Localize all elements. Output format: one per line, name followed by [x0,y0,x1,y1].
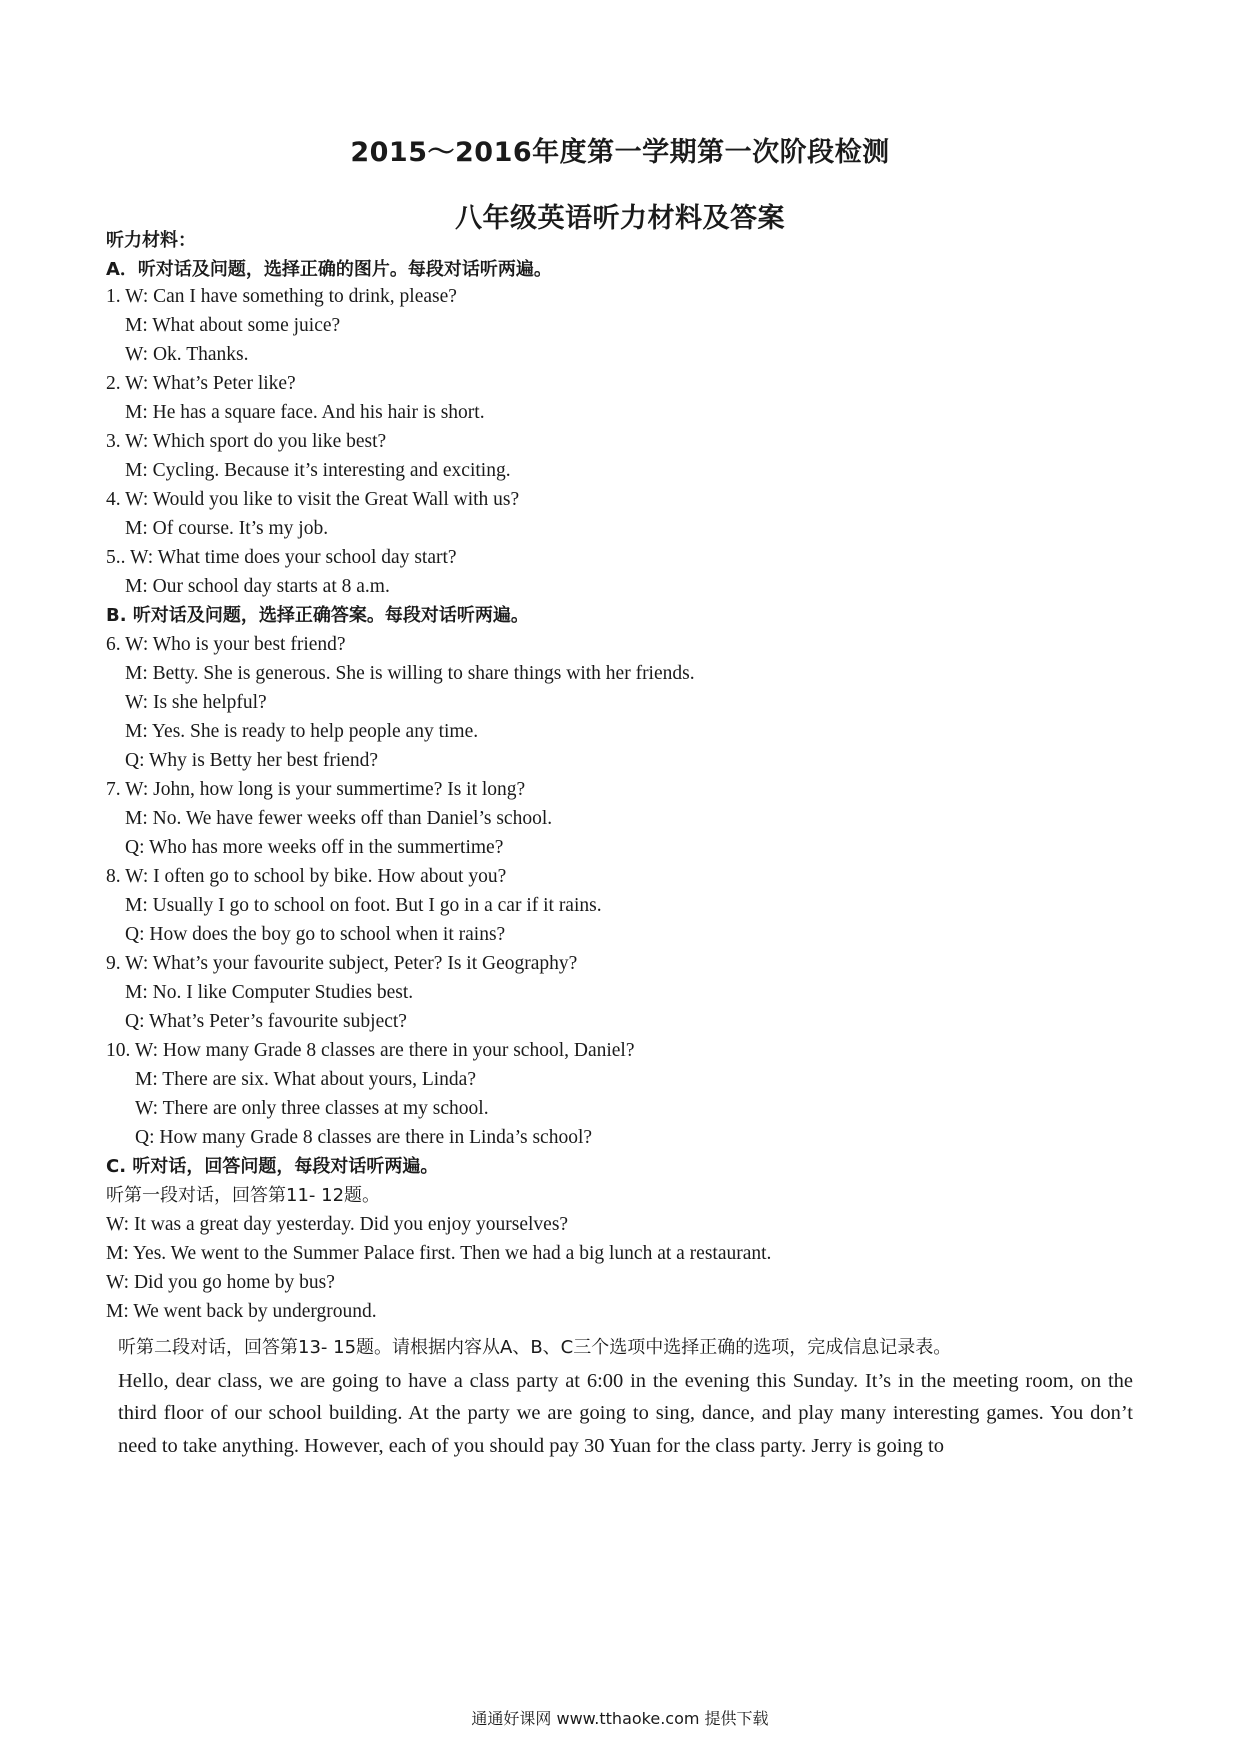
part-a-line: 3. W: Which sport do you like best? [106,431,387,452]
part-c-intro-2: 听第二段对话，回答第13- 15题。请根据内容从A、B、C三个选项中选择正确的选项，完成信息记录表。 [118,1337,952,1358]
part-c-dialog-line: W: Did you go home by bus? [106,1272,335,1293]
part-a-line: 5.. W: What time does your school day start? [106,547,457,568]
part-a-line: M: Of course. It’s my job. [125,518,329,539]
part-b-line: 10. W: How many Grade 8 classes are there in your school, Daniel? [106,1040,635,1061]
section-label: 听力材料： [106,230,196,251]
document-title: 2015～2016年度第一学期第一次阶段检测 [350,137,890,168]
part-b-line: Q: How many Grade 8 classes are there in Linda’s school? [135,1127,593,1148]
part-b-line: Q: Why is Betty her best friend? [125,750,379,771]
part-b-line: Q: Who has more weeks off in the summertime? [125,837,504,858]
part-b-line: M: No. We have fewer weeks off than Daniel’s school. [125,808,553,829]
part-c-passage: Hello, dear class, we are going to have a class party at 6:00 in the evening this Sunday. It’s in the meeting room, on the third floor of our school building. At the party we are going to sing, dance, and play many interesting games. You don’t need to take anything. However, each of you should pay 30 Yuan for the class party. Jerry is going to [118,1369,1133,1457]
part-a-line: M: He has a square face. And his hair is short. [125,402,485,423]
part-a-line: 4. W: Would you like to visit the Great Wall with us? [106,489,520,510]
part-a-line: M: Cycling. Because it’s interesting and exciting. [125,460,511,481]
part-c-intro-1: 听第一段对话，回答第11- 12题。 [106,1185,381,1206]
part-a-line: M: What about some juice? [125,315,341,336]
part-c-dialog-line: W: It was a great day yesterday. Did you enjoy yourselves? [106,1214,569,1235]
part-c-passage-block [118,1332,1133,1462]
footer-source: 通通好课网 www.tthaoke.com 提供下载 [471,1709,769,1728]
document-subtitle: 八年级英语听力材料及答案 [455,203,785,234]
part-b-line: 8. W: I often go to school by bike. How about you? [106,866,507,887]
part-b-line: Q: How does the boy go to school when it rains? [125,924,506,945]
part-b-line: M: Yes. She is ready to help people any time. [125,721,479,742]
part-a-line: M: Our school day starts at 8 a.m. [125,576,390,597]
part-c-heading: C. 听对话，回答问题，每段对话听两遍。 [106,1156,439,1177]
part-a-line: 2. W: What’s Peter like? [106,373,296,394]
part-b-line: M: There are six. What about yours, Linda? [135,1069,476,1090]
part-b-line: W: Is she helpful? [125,692,267,713]
part-b-heading: B. 听对话及问题，选择正确答案。每段对话听两遍。 [106,605,529,626]
part-b-line: 7. W: John, how long is your summertime? Is it long? [106,779,526,800]
part-a-line: W: Ok. Thanks. [125,344,249,365]
part-b-line: M: Betty. She is generous. She is willing to share things with her friends. [125,663,695,684]
part-c-dialog-line: M: We went back by underground. [106,1301,377,1322]
part-b-line: 9. W: What’s your favourite subject, Peter? Is it Geography? [106,953,578,974]
part-c-dialog-line: M: Yes. We went to the Summer Palace first. Then we had a big lunch at a restaurant. [106,1243,772,1264]
part-b-line: Q: What’s Peter’s favourite subject? [125,1011,407,1032]
part-b-line: M: Usually I go to school on foot. But I go in a car if it rains. [125,895,602,916]
part-a-line: 1. W: Can I have something to drink, please? [106,286,457,307]
part-b-line: 6. W: Who is your best friend? [106,634,346,655]
part-b-line: W: There are only three classes at my school. [135,1098,489,1119]
part-a-heading: A．听对话及问题，选择正确的图片。每段对话听两遍。 [106,259,552,280]
part-b-line: M: No. I like Computer Studies best. [125,982,414,1003]
